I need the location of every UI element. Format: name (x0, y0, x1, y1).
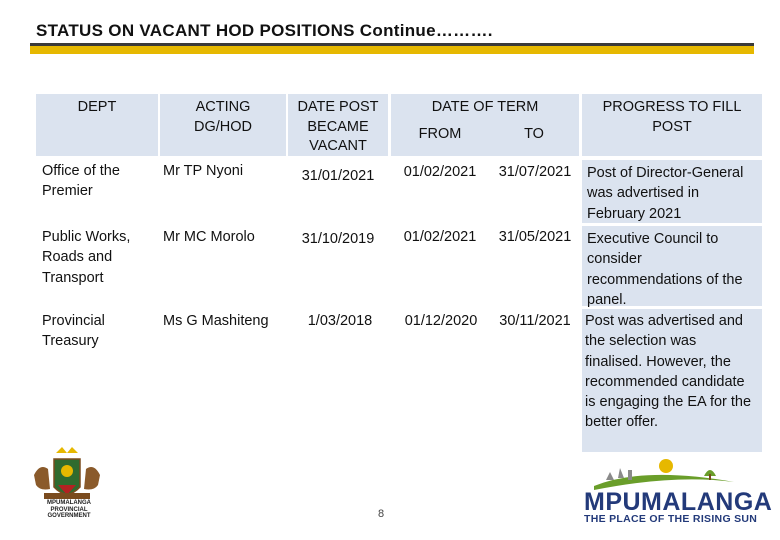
row2-from: 01/02/2021 (403, 229, 477, 245)
slide-title: STATUS ON VACANT HOD POSITIONS Continue………. (36, 21, 493, 40)
row3-progress: Post was advertised and the selection was finalised. However, the recommended candidate is engaging the EA for the better offer. (585, 313, 752, 431)
row1-date-post: 31/01/2021 (301, 168, 375, 184)
crest-label: MPUMALANGA PROVINCIAL GOVERNMENT (47, 500, 91, 520)
header-from: FROM (418, 126, 462, 142)
row3-from: 01/12/2020 (404, 313, 478, 329)
title-rule-gold (30, 46, 754, 54)
header-date-of-term: DATE OF TERM (431, 99, 539, 115)
row2-dept: Public Works, Roads and Transport (42, 229, 131, 286)
header-date-post: DATE POST BECAME VACANT (297, 99, 379, 155)
logo-wordmark: MPUMALANGA (584, 488, 773, 516)
row1-acting: Mr TP Nyoni (163, 163, 244, 179)
header-progress: PROGRESS TO FILL POST (602, 99, 742, 135)
row3-to: 30/11/2021 (499, 313, 571, 329)
row1-from: 01/02/2021 (403, 164, 477, 180)
row2-date-post: 31/10/2019 (301, 231, 375, 247)
row1-to: 31/07/2021 (498, 164, 572, 180)
slide-title-bar (30, 10, 754, 50)
row3-dept: Provincial Treasury (42, 313, 105, 350)
row2-to: 31/05/2021 (498, 229, 572, 245)
header-dept: DEPT (77, 99, 117, 115)
logo-tagline: THE PLACE OF THE RISING SUN (584, 513, 758, 525)
header-to: TO (524, 126, 544, 142)
row3-acting: Ms G Mashiteng (163, 313, 269, 329)
row1-dept: Office of the Premier (42, 163, 120, 200)
page-number: 8 (378, 508, 385, 520)
row2-progress: Executive Council to consider recommendations of the panel. (587, 231, 743, 308)
header-acting: ACTING DG/HOD (194, 99, 252, 135)
row3-date-post: 1/03/2018 (307, 313, 373, 329)
row2-acting: Mr MC Morolo (163, 229, 255, 245)
row1-progress: Post of Director-General was advertised in February 2021 (587, 165, 744, 222)
